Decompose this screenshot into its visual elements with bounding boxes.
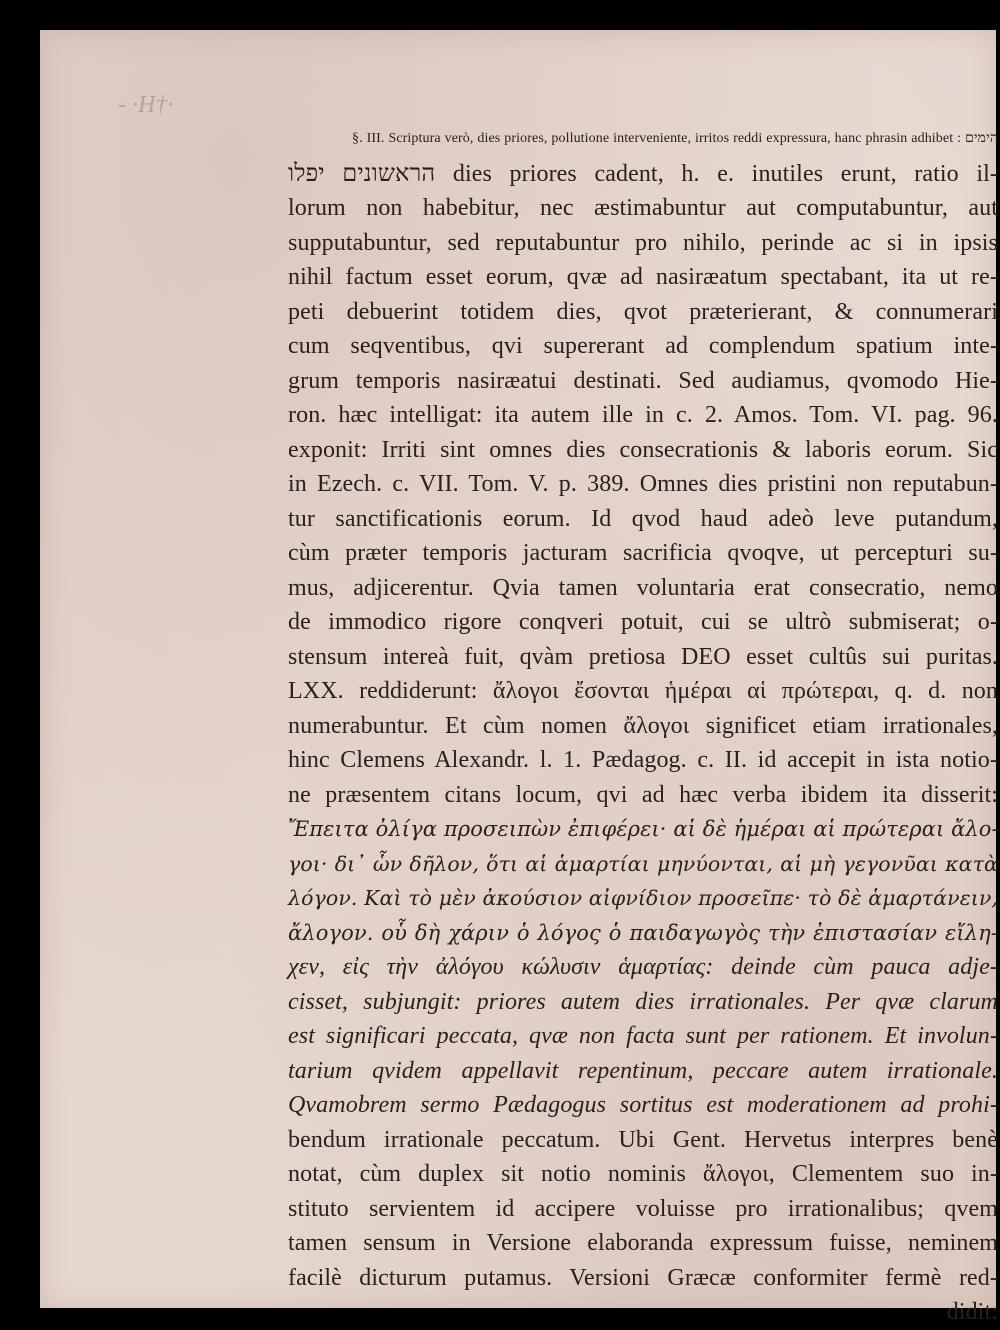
text-line: הראשונים יפלו dies priores cadent, h. e. inutiles erunt, ratio il- — [288, 160, 998, 187]
text-line: lorum non habebitur, nec æstimabuntur aut computabuntur, aut — [288, 195, 998, 221]
text-line: tamen sensum in Versione elaboranda expressum fuisse, neminem — [288, 1230, 998, 1256]
text-line: tarium qvidem appellavit repentinum, peccare autem irrationale. — [288, 1057, 998, 1084]
greek-text-line: Ἔπειτα ὀλίγα προσειπὼν ἐπιφέρει· αἱ δὲ ἡμέραι αἱ πρώτεραι ἄλο- — [288, 817, 999, 841]
text-line: Qvamobrem sermo Pædagogus sortitus est moderationem ad prohi- — [288, 1092, 998, 1118]
text-line: de immodico rigore conqveri potuit, cui se ultrò submiserat; o- — [288, 609, 998, 635]
text-line: peti debuerint totidem dies, qvot præterierant, & connumerari — [288, 298, 998, 325]
page-text — [288, 122, 998, 1330]
text-line: mus, adjicerentur. Qvia tamen voluntaria erat consecratio, nemo — [288, 574, 998, 601]
text-line: stituto servientem id accipere voluisse pro irrationalibus; qvem — [288, 1195, 998, 1222]
catchword: didit: — [946, 1299, 998, 1325]
greek-text-line: ἄλογον. οὗ δὴ χάριν ὁ λόγος ὁ παιδαγωγὸς τὴν ἐπιστασίαν εἴλη- — [288, 920, 998, 945]
greek-text-line: γοι· δι᾽ ὧν δῆλον, ὅτι αἱ ἁμαρτίαι μηνύονται, αἱ μὴ γεγονῦαι κατὰ — [288, 851, 998, 876]
greek-text-line: λόγον. Καὶ τὸ μὲν ἀκούσιον αἰφνίδιον προσεῖπε· τὸ δὲ ἁμαρτάνειν, — [288, 886, 999, 910]
text-line: nihil factum esset eorum, qvæ ad nasiræatum spectabant, ita ut re- — [288, 264, 998, 290]
text-line: cisset, subjungit: priores autem dies irrationales. Per qvæ clarum — [288, 988, 998, 1015]
text-line: facilè dicturum putamus. Versioni Græcæ conformiter fermè red- — [288, 1264, 998, 1291]
text-line: stensum intereà fuit, qvàm pretiosa DEO esset cultûs sui puritas. — [288, 643, 998, 670]
text-line: bendum irrationale peccatum. Ubi Gent. Hervetus interpres benè — [288, 1126, 998, 1153]
text-line: est significari peccata, qvæ non facta sunt per rationem. Et involun- — [288, 1023, 998, 1049]
text-line: in Ezech. c. VII. Tom. V. p. 389. Omnes dies pristini non reputabun- — [288, 471, 998, 497]
text-line: grum temporis nasiræatui destinati. Sed audiamus, qvomodo Hie- — [288, 367, 998, 394]
text-line: ron. hæc intelligat: ita autem ille in c. 2. Amos. Tom. VI. pag. 96. — [288, 402, 998, 428]
text-line: cùm præter temporis jacturam sacrificia qvoqve, ut percepturi su- — [288, 540, 998, 566]
text-line: exponit: Irriti sint omnes dies consecrationis & laboris eorum. Sic — [288, 436, 998, 463]
text-line: hinc Clemens Alexandr. l. 1. Pædagog. c. II. id accepit in ista notio- — [288, 747, 998, 773]
text-line: supputabuntur, sed reputabuntur pro nihilo, perinde ac si in ipsis — [288, 229, 998, 256]
text-line: LXX. reddiderunt: ἄλογοι ἔσονται ἡμέραι αἱ πρώτεραι, q. d. non — [288, 678, 998, 704]
text-line: numerabuntur. Et cùm nomen ἄλογοι significet etiam irrationales, — [288, 712, 998, 739]
margin-mark: ‐ ·H†· — [118, 92, 174, 118]
text-line: cum seqventibus, qvi supererant ad complendum spatium inte- — [288, 333, 998, 359]
manuscript-page — [40, 30, 999, 1325]
text-line: tur sanctificationis eorum. Id qvod haud adeò leve putandum, — [288, 505, 998, 532]
text-line: ne præsentem citans locum, qvi ad hæc verba ibidem ita disserit: — [288, 781, 998, 808]
text-line: §. III. Scriptura verò, dies priores, pollutione interveniente, irritos reddi expressura, hanc phrasin adhibet : הימים — [352, 131, 998, 146]
text-line: χεν, εἰς τὴν ἀλόγου κώλυσιν ἁμαρτίας: deinde cùm pauca adje- — [288, 954, 998, 980]
text-line: notat, cùm duplex sit notio nominis ἄλογοι, Clementem suo in- — [288, 1161, 998, 1187]
